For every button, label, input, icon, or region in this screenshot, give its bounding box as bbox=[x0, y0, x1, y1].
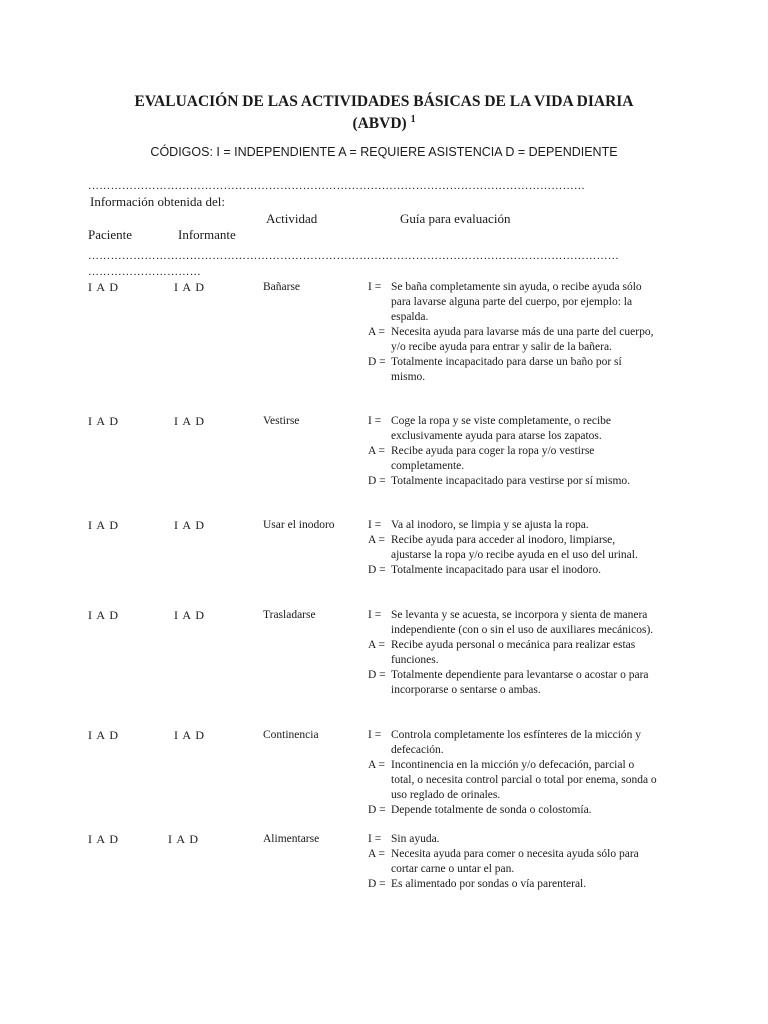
paciente-code: I A D bbox=[88, 728, 120, 742]
guide-item bbox=[368, 847, 658, 877]
guide-item bbox=[368, 414, 658, 444]
guide-text: Totalmente incapacitado para usar el inodoro. bbox=[391, 564, 601, 576]
guide-text: Incontinencia en la micción y/o defecación, parcial o total, o necesita control parcial o total por enema, sonda o uso reglado de orinales. bbox=[391, 759, 657, 801]
evaluation-guide bbox=[368, 518, 658, 578]
guide-item bbox=[368, 832, 658, 847]
evaluation-guide bbox=[368, 728, 658, 818]
informante-code: I A D bbox=[174, 518, 206, 532]
document-title bbox=[88, 93, 680, 133]
guide-code: I = bbox=[368, 519, 382, 531]
evaluation-guide bbox=[368, 832, 658, 892]
header-paciente: Paciente bbox=[88, 227, 133, 242]
header-info-obtained: Información obtenida del: bbox=[90, 194, 226, 209]
activity-name: Bañarse bbox=[263, 281, 301, 293]
guide-item bbox=[368, 325, 658, 355]
guide-item bbox=[368, 608, 658, 638]
guide-code: A = bbox=[368, 848, 386, 860]
codes-legend: CÓDIGOS: I = INDEPENDIENTE A = REQUIERE ASISTENCIA D = DEPENDIENTE bbox=[150, 145, 618, 159]
guide-item bbox=[368, 444, 658, 474]
guide-code: A = bbox=[368, 534, 386, 546]
paciente-code: I A D bbox=[88, 832, 120, 846]
dotted-line-top: …………………………………………………………………………………………………………………… bbox=[88, 180, 586, 192]
guide-code: I = bbox=[368, 281, 382, 293]
guide-text: Se levanta y se acuesta, se incorpora y sienta de manera independiente (con o sin el uso de auxiliares mecánicos). bbox=[391, 609, 654, 636]
guide-text: Se baña completamente sin ayuda, o recibe ayuda sólo para lavarse alguna parte del cuerpo, por ejemplo: la espalda. bbox=[391, 281, 642, 323]
guide-code: A = bbox=[368, 326, 386, 338]
guide-code: I = bbox=[368, 415, 382, 427]
paciente-code: I A D bbox=[88, 518, 120, 532]
guide-text: Necesita ayuda para lavarse más de una parte del cuerpo, y/o recibe ayuda para entrar y salir de la bañera. bbox=[391, 326, 654, 353]
guide-text: Totalmente incapacitado para vestirse por sí mismo. bbox=[391, 475, 631, 487]
paciente-code: I A D bbox=[88, 280, 120, 294]
informante-code: I A D bbox=[174, 280, 206, 294]
guide-text: Totalmente incapacitado para darse un baño por sí mismo. bbox=[391, 356, 622, 383]
header-informante: Informante bbox=[178, 227, 236, 242]
activity-name: Continencia bbox=[263, 729, 319, 741]
guide-code: D = bbox=[368, 878, 386, 890]
paciente-code: I A D bbox=[88, 414, 120, 428]
title-line-2 bbox=[88, 111, 680, 133]
dotted-line-middle: …………………………………………………………………………………………………………………………… bbox=[88, 250, 620, 262]
guide-text: Es alimentado por sondas o vía parenteral. bbox=[391, 878, 587, 890]
title-line-1: EVALUACIÓN DE LAS ACTIVIDADES BÁSICAS DE LA VIDA DIARIA bbox=[134, 93, 634, 110]
guide-item bbox=[368, 563, 658, 578]
evaluation-guide bbox=[368, 414, 658, 489]
guide-item bbox=[368, 877, 658, 892]
guide-item bbox=[368, 355, 658, 385]
guide-text: Controla completamente los esfínteres de la micción y defecación. bbox=[391, 729, 642, 756]
title-abvd: (ABVD) bbox=[352, 115, 407, 133]
guide-text: Totalmente dependiente para levantarse o acostar o para incorporarse o sentarse o ambas. bbox=[391, 669, 649, 696]
guide-item bbox=[368, 668, 658, 698]
guide-item bbox=[368, 758, 658, 803]
guide-item bbox=[368, 474, 658, 489]
guide-code: I = bbox=[368, 609, 382, 621]
guide-code: D = bbox=[368, 564, 386, 576]
informante-code: I A D bbox=[174, 608, 206, 622]
guide-item bbox=[368, 638, 658, 668]
guide-item bbox=[368, 803, 658, 818]
informante-code: I A D bbox=[168, 832, 200, 846]
guide-code: A = bbox=[368, 445, 386, 457]
paciente-code: I A D bbox=[88, 608, 120, 622]
header-guia-evaluacion: Guía para evaluación bbox=[400, 211, 511, 226]
guide-code: I = bbox=[368, 729, 382, 741]
dotted-line-short: ………………………… bbox=[88, 266, 201, 278]
activity-name: Trasladarse bbox=[263, 609, 316, 621]
informante-code: I A D bbox=[174, 414, 206, 428]
guide-text: Coge la ropa y se viste completamente, o recibe exclusivamente ayuda para atarse los zapatos. bbox=[391, 415, 612, 442]
guide-item bbox=[368, 518, 658, 533]
guide-code: D = bbox=[368, 804, 386, 816]
guide-text: Recibe ayuda para acceder al inodoro, limpiarse, ajustarse la ropa y/o recibe ayuda en el uso del urinal. bbox=[391, 534, 638, 561]
guide-code: D = bbox=[368, 356, 386, 368]
guide-text: Sin ayuda. bbox=[391, 833, 440, 845]
guide-code: A = bbox=[368, 759, 386, 771]
informante-code: I A D bbox=[174, 728, 206, 742]
guide-code: D = bbox=[368, 475, 386, 487]
guide-text: Necesita ayuda para comer o necesita ayuda sólo para cortar carne o untar el pan. bbox=[391, 848, 639, 875]
guide-code: I = bbox=[368, 833, 382, 845]
guide-item bbox=[368, 728, 658, 758]
guide-item bbox=[368, 280, 658, 325]
guide-text: Recibe ayuda para coger la ropa y/o vestirse completamente. bbox=[391, 445, 595, 472]
activity-name: Alimentarse bbox=[263, 833, 320, 845]
guide-text: Recibe ayuda personal o mecánica para realizar estas funciones. bbox=[391, 639, 636, 666]
guide-text: Depende totalmente de sonda o colostomía. bbox=[391, 804, 592, 816]
guide-code: D = bbox=[368, 669, 386, 681]
guide-code: A = bbox=[368, 639, 386, 651]
evaluation-guide bbox=[368, 280, 658, 385]
guide-text: Va al inodoro, se limpia y se ajusta la ropa. bbox=[391, 519, 589, 531]
evaluation-guide bbox=[368, 608, 658, 698]
header-actividad: Actividad bbox=[266, 211, 318, 226]
guide-item bbox=[368, 533, 658, 563]
activity-name: Usar el inodoro bbox=[263, 519, 335, 531]
footnote-marker: 1 bbox=[410, 114, 416, 125]
activity-name: Vestirse bbox=[263, 415, 300, 427]
